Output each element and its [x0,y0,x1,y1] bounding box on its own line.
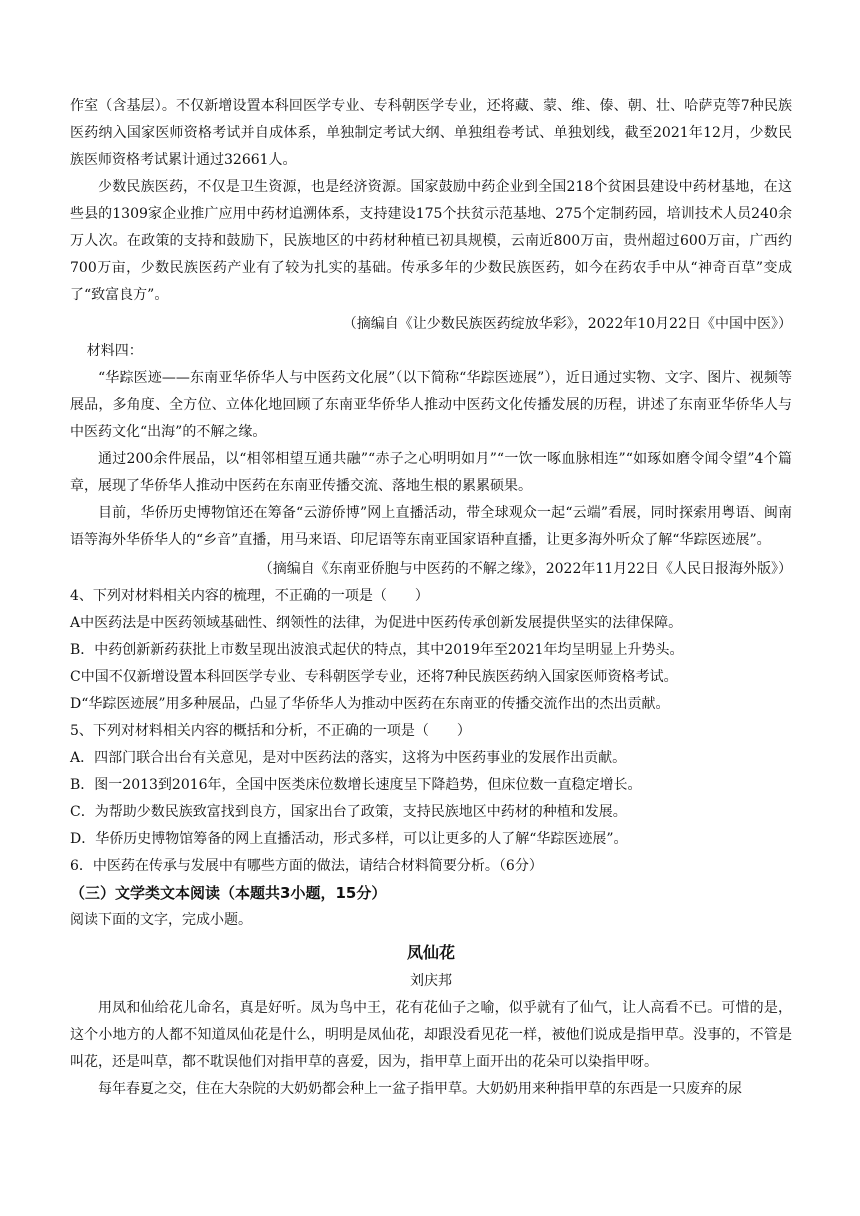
question-4-option-a: A中医药法是中医药领域基础性、纲领性的法律，为促进中医药传承创新发展提供坚实的法律保障。 [70,615,683,631]
story-title: 凤仙花 [406,943,455,962]
document-page [70,93,792,1103]
question-4-option-c: C中国不仅新增设置本科回医学专业、专科朝医学专业，还将7种民族医药纳入国家医师资格考试。 [70,669,678,685]
question-6: 6．中医药在传承与发展中有哪些方面的做法，请结合材料简要分析。（6分） [70,858,543,874]
question-4-option-d: D“华踪医迹展”用多种展品，凸显了华侨华人为推动中医药在东南亚的传播交流作出的杰出贡献。 [70,696,670,712]
story-author: 刘庆邦 [410,973,452,989]
material4-paragraph-1: “华踪医迹——东南亚华侨华人与中医药文化展”（以下简称“华踪医迹展”），近日通过实物、文字、图片、视频等展品，多角度、全方位、立体化地回顾了东南亚华侨华人推动中医药文化传播发展的历程，讲述了东南亚华侨华人与中医药文化“出海”的不解之缘。 [70,370,792,440]
question-5-option-b: B．图一2013到2016年，全国中医类床位数增长速度呈下降趋势，但床位数一直稳定增长。 [70,777,642,793]
material3-continued-paragraph: 作室（含基层）。不仅新增设置本科回医学专业、专科朝医学专业，还将藏、蒙、维、傣、朝、壮、哈萨克等7种民族医药纳入国家医师资格考试并自成体系，单独制定考试大纲、单独组卷考试、单独划线，截至2021年12月，少数民族医师资格考试累计通过32661人。 [70,98,792,168]
material3-paragraph-2: 少数民族医药，不仅是卫生资源，也是经济资源。国家鼓励中药企业到全国218个贫困县建设中药材基地，在这些县的1309家企业推广应用中药材追溯体系，支持建设175个扶贫示范基地、275个定制药园，培训技术人员240余万人次。在政策的支持和鼓励下，民族地区的中药材种植已初具规模，云南近800万亩，贵州超过600万亩，广西约700万亩，少数民族医药产业有了较为扎实的基础。传承多年的少数民族医药，如今在药农手中从“神奇百草”变成了“致富良方”。 [70,179,792,303]
question-5-option-a: A．四部门联合出台有关意见，是对中医药法的落实，这将为中医药事业的发展作出贡献。 [70,750,627,766]
question-5-option-d: D．华侨历史博物馆筹备的网上直播活动，形式多样，可以让更多的人了解“华踪医迹展”。 [70,831,628,847]
section-3-instruction: 阅读下面的文字，完成小题。 [70,912,252,928]
material4-paragraph-3: 目前，华侨历史博物馆还在筹备“云游侨博”网上直播活动，带全球观众一起“云端”看展，同时探索用粤语、闽南语等海外华侨华人的“乡音”直播，用马来语、印尼语等东南亚国家语种直播，让更多海外听众了解“华踪医迹展”。 [70,505,792,548]
material3-source: （摘编自《让少数民族医药绽放华彩》，2022年10月22日《中国中医》） [342,316,792,332]
story-paragraph-1: 用凤和仙给花儿命名，真是好听。凤为鸟中王，花有花仙子之喻，似乎就有了仙气，让人高看不已。可惜的是，这个小地方的人都不知道凤仙花是什么，明明是凤仙花，却跟没看见花一样，被他们说成是指甲草。没事的，不管是叫花，还是叫草，都不耽误他们对指甲草的喜爱，因为，指甲草上面开出的花朵可以染指甲呀。 [70,1000,792,1070]
question-4: 4、下列对材料相关内容的梳理，不正确的一项是（ ） [70,588,429,604]
section-3-title: （三）文学类文本阅读（本题共3小题，15分） [70,884,387,902]
question-4-option-b: B．中药创新新药获批上市数呈现出波浪式起伏的特点，其中2019年至2021年均呈明显上升势头。 [70,642,684,658]
story-paragraph-2: 每年春夏之交，住在大杂院的大奶奶都会种上一盆子指甲草。大奶奶用来种指甲草的东西是一只废弃的尿 [98,1081,742,1097]
question-5-option-c: C．为帮助少数民族致富找到良方，国家出台了政策，支持民族地区中药材的种植和发展。 [70,804,627,820]
material4-label: 材料四： [86,343,143,359]
question-5: 5、下列对材料相关内容的概括和分析，不正确的一项是（ ） [70,723,471,739]
material4-paragraph-2: 通过200余件展品，以“相邻相望互通共融”“赤子之心明明如月”“一饮一啄血脉相连”“如琢如磨令闻令望”4个篇章，展现了华侨华人推动中医药在东南亚传播交流、落地生根的累累硕果。 [70,451,792,494]
material4-source: （摘编自《东南亚侨胞与中医药的不解之缘》，2022年11月22日《人民日报海外版》） [258,561,792,577]
